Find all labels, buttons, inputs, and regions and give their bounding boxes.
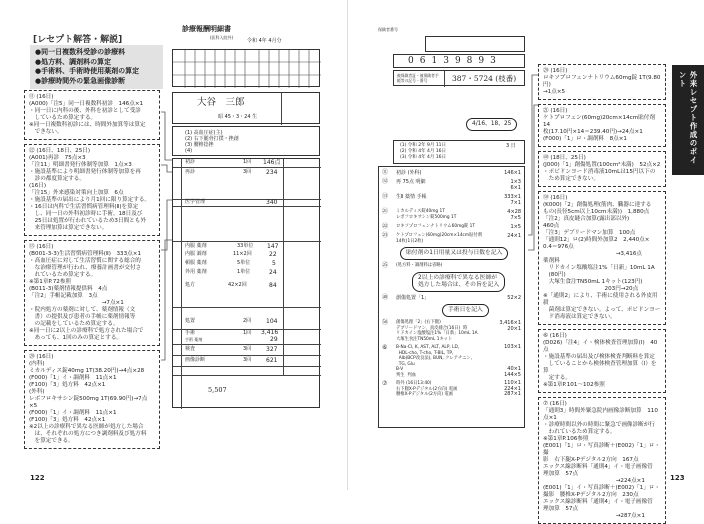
patient-box xyxy=(172,92,320,124)
cert-label: 被保険者証・被保険者手帳等の記号・番号 xyxy=(397,73,439,83)
list-item xyxy=(382,233,521,244)
row-count: 1回 xyxy=(243,330,252,336)
note-21: ㉑ (16日) ケトプロフェン(60mg)20cm×14cm貼付剤 14 枚(17.10円×14＝239.40円)→24点×1 (F000)「1」ロ・調剤料 8点×1 xyxy=(538,104,666,147)
insurer-digit: 0 xyxy=(408,56,414,66)
diagnosis: (2) 右下腿骨打撲・挫創 xyxy=(185,136,239,142)
row-points: 234 xyxy=(266,169,278,176)
start-date-box xyxy=(393,140,525,164)
item-text: 生Ⅱ 薬情 手帳 xyxy=(396,194,427,200)
start-date: (3) 令和 4年 4月 16日 xyxy=(400,155,447,160)
page-number: 123 xyxy=(670,474,685,482)
row-count: 2回 xyxy=(243,318,252,324)
insurer-digit: 1 xyxy=(431,56,438,66)
claim-form-back xyxy=(373,22,528,432)
birth-date: 昭 45・3・24 生 xyxy=(218,114,258,120)
claim-form-front xyxy=(172,22,322,422)
list-item xyxy=(382,345,521,378)
total-points: 5,507 xyxy=(208,386,227,394)
insurer-grid xyxy=(172,49,320,87)
item-no: ㊿ xyxy=(382,319,389,326)
item-no: ⑫ xyxy=(382,178,389,185)
list-item xyxy=(382,194,521,206)
item-no: ⑬ xyxy=(382,193,389,200)
diagnosis: (3) 腰椎捻挫 xyxy=(185,142,214,148)
row-count: 1単位 xyxy=(237,269,251,275)
diagnosis: (4) xyxy=(185,148,193,154)
item-value: 110×1 224×1 287×1 xyxy=(504,380,521,397)
note-12: ⑫ (16日、18日、25日) (A001)再診 75点×3 「注11」明細書発行体制等加算 1点×3 ・施設基準により明細書発行体制等加算を再 診の都度算定する。 (16日) 「注15」外来感染対策向上加算 6点 ・施設基準の届出により月1回に限り算定する。 ・16日は内科で生活習慣病管理料(Ⅱ)を算定 し、同一日の外科初診時に手術。18日及び 25日は処置が行われているため3日間とも外 来管理加算は算定できない。 xyxy=(24,144,160,236)
cert-box xyxy=(393,70,525,86)
items-list xyxy=(378,166,525,428)
form-title: 診療報酬明細書 xyxy=(182,25,231,33)
left-notes xyxy=(24,90,160,449)
item-text: ロキソプロフェンナトリウム60mg錠 1T xyxy=(396,224,476,229)
row-label: 内服 薬剤 xyxy=(185,243,207,249)
list-item xyxy=(382,295,521,301)
row-label: 検査 xyxy=(185,346,196,352)
row-points: 24 xyxy=(269,269,277,276)
row-label: 初診 xyxy=(185,159,196,165)
item-text: ミカルディス錠40mg 1T レボフロキサシン錠500mg 1T xyxy=(396,209,457,220)
item-text: ケトプロフェン(60mg)20cm×14cm貼付剤 14枚(1日2枚) xyxy=(396,233,482,244)
form-subtitle: (医科入院外) xyxy=(210,35,234,40)
row-count: 5単位 xyxy=(237,260,251,266)
note-70: ⑦ (16日) 「通則3」時間外緊急院内画像診断加算 110点×1 ・診療時間以外の時間に緊急で画像診断が行 われているため算定する。 ※第1章P.106参照 (E001)「1」ロ・写真診断＋(E002)「1」ロ・撮 影 右下腿X-Pデジタル2方向 167点 エックス線診断料「通則4」イ・電子画像管 理加算 57点 →224点×1 (E001)「1」イ・写真診断＋(E002)「1」ロ・ 撮影 腰椎X-Pデジタル2方向 230点 エックス線診断料「通則4」イ・電子画像管 理加算 57点 →287点×1 xyxy=(538,397,666,524)
insurer-digit: 3 xyxy=(443,56,449,66)
insurer-digit: 6 xyxy=(419,56,426,66)
key-point: ●診療時間外の緊急画像診断 xyxy=(35,76,126,85)
item-value: 24×1 xyxy=(507,233,521,239)
item-value: 103×1 40×1 144×5 xyxy=(504,344,521,378)
item-text: 創傷処理「2」(右下腿) デブリードマン、真皮縫合(16日) 時 リドカイン塩酸塩注1%「日新」10mL 1A 大塚生食注TN50mL 1キット xyxy=(396,320,478,342)
form-text: 4 xyxy=(258,38,262,44)
item-text: 初診 (外科) xyxy=(396,170,422,176)
form-text: 年 xyxy=(261,38,267,44)
list-item xyxy=(382,209,521,221)
form-text: 4 xyxy=(268,38,272,44)
row-points: 22 xyxy=(269,251,277,258)
row-label: 内服 調剤 xyxy=(185,251,207,257)
row-label: 処置 xyxy=(185,318,196,324)
page-number: 122 xyxy=(30,474,45,482)
item-no: ⑥ xyxy=(382,344,388,351)
insurer-digit: 8 xyxy=(466,56,473,66)
row-count: 3回 xyxy=(243,357,252,363)
row-points: 29 xyxy=(270,336,278,343)
row-count: 3回 xyxy=(243,169,252,175)
note-11: ⑪ (16日) (A000)「注5」同一日複数科初診 146点×1 ・同一日に内科の後、外科を初診として受診 しているため算定する。 ※同一日複数科初診には、時間外加算等は算定 できない。 xyxy=(24,90,160,140)
row-points: 621 xyxy=(266,357,278,364)
item-no: ㉕ xyxy=(382,262,389,269)
row-points: 3,416 xyxy=(261,329,279,336)
note-20: ⑳ (16日) (内科) ミカルディス錠40mg 1T(38.20円)→4点×28 (F000)「1」イ・調剤料 11点×1 (F100)「3」処方料 42点×1 (外科) レボフロキサシン錠500mg 1T(69.90円)→7点×5 (F000)「1」イ・調剤料 11点×1 (F100)「3」処方料 42点×1 ※2以上の診療科で異なる医師が処方した場合 は、それぞれの処方につき調剤料及び処方料 を算定できる。 xyxy=(24,350,160,449)
row-points: 147 xyxy=(267,243,279,250)
item-value: 1×3 6×1 xyxy=(510,179,521,191)
item-text: 再 75点 明細 xyxy=(396,179,426,185)
row-count: 11×2回 xyxy=(233,251,252,257)
key-point: ●手術料、手術時使用薬剤の算定 xyxy=(35,67,140,75)
row-count: 33単位 xyxy=(237,243,254,249)
row-count: 1回 xyxy=(243,159,252,165)
item-value: 1×5 xyxy=(510,224,521,230)
row-label: 手術 薬剤 xyxy=(185,337,203,342)
callout-patch-dosage: 貼付剤の1日用量又は投与日数を記入 xyxy=(400,247,508,260)
list-item xyxy=(382,320,521,342)
row-points: 84 xyxy=(269,282,277,289)
item-value: 52×2 xyxy=(507,295,521,301)
right-notes xyxy=(538,64,666,524)
days-count: 3 日 xyxy=(506,143,516,149)
insurer-number xyxy=(393,54,525,68)
row-points: 327 xyxy=(266,346,278,353)
callout-visit-dates: 4/16、18、25 xyxy=(466,118,517,131)
key-point: ●処方料、調剤料の算定 xyxy=(35,57,112,66)
left-page xyxy=(0,0,348,490)
item-text: (処方料・調剤料は省略) xyxy=(396,263,443,268)
list-item xyxy=(382,263,521,269)
right-page xyxy=(348,0,698,519)
item-no: ㉒ xyxy=(382,223,389,230)
side-tab: 外来レセプト作成のポイント xyxy=(672,65,704,175)
list-item xyxy=(382,179,521,191)
note-20-right: ⑳ (16日) ロキソプロフェンナトリウム60mg錠 1T(9.80円) →1点×5 xyxy=(538,64,666,100)
insurer-digit: 9 xyxy=(454,56,461,66)
item-text: B-Na-Cl, K, AST, ALT, ALP, LD, HDL-cho, T-cho, T-BIL, TP, Alb(BCP改良法), BUN, クレアチニン, TG, Glu B-V 判生 判血 xyxy=(396,345,473,378)
note-13: ⑬ (16日) (B001-3-3)生活習慣病管理料(Ⅱ) 333点×1 ・高血圧症に対して生活習慣に関する総合的 な治療管理が行われ、療養計画書が交付さ れているため算定する。 ※第1章P.72参照 (B011-3)薬剤情報提供料 4点 「注2」手帳記載加算 3点 →7点×1 ・院内処方の薬剤に対して、薬剤情報（文 書）の提供及び患者の手帳に薬剤情報等 の記載をしているため算定する。 ※同一日に2以上の診療科で処方された場合で あっても、1回のみの算定とする。 xyxy=(24,240,160,346)
item-text: 時外 (16日13:40) 右下腿X-Pデジタル(2方向) 電画 腰椎X-Pデジタル(2方向) 電画 xyxy=(396,381,458,397)
list-item xyxy=(382,170,521,176)
section-heading: [レセプト解答・解説] xyxy=(33,35,123,45)
type-grid xyxy=(425,36,525,52)
insurer-digit: 9 xyxy=(478,56,485,66)
row-label: 頓服 薬剤 xyxy=(185,260,207,266)
insurer-label: 保険者番号 xyxy=(378,27,398,32)
diagnosis: (1) 高血圧症(主) xyxy=(185,130,223,136)
start-date: (1) 令和 2年 9月 11日 xyxy=(400,143,447,148)
list-item xyxy=(382,224,521,230)
diagnosis-box xyxy=(172,126,320,156)
row-count: 42×2回 xyxy=(228,282,247,288)
item-no: ㊵ xyxy=(382,294,389,301)
callout-surgery-date: 手術日を記入 xyxy=(442,304,489,317)
note-50: ㊿ (16日) (K000)「2」創傷処理(筋肉、臓器に達する もの(長径5cm以上10cm未満)) 1,880点 「注2」真皮縫合加算(露出部以外) 460点 「注3」デブリードマン加算 100点 「通則12」ロ(2)時間外加算2 2,440点× 0.4＝976点 →3,416点 薬剤料 リドカイン塩酸塩注1%「日新」10mL 1A (80円) 大塚生食注TN50mL 1キット(123円) 203円→20点 ※「通則2」により、手術に使用される外皮用殺 菌剤は算定できない。よって、ポビドンヨー ド消毒液は算定できない。 xyxy=(538,191,666,325)
row-label: 外用 薬剤 xyxy=(185,269,207,275)
row-points: 340 xyxy=(266,199,278,206)
item-no: ㉓ xyxy=(382,232,389,239)
row-label: 画像診断 xyxy=(185,357,206,363)
item-value: 4×28 7×5 xyxy=(507,209,521,221)
callout-multiple-departments: 2以上の診療科で異なる医師が 処方した場合は、その旨を記入 xyxy=(412,272,505,292)
points-table xyxy=(172,158,320,408)
row-points: 5 xyxy=(272,260,276,267)
item-value: 146×1 xyxy=(504,170,521,176)
note-60: ⑥ (16日) (D026)「注4」イ・検体検査管理加算(Ⅰ) 40点 ・施設基準の届出及び検体検査判断料を算定 していることから検体検査管理加算（Ⅰ）を算 定する。 ※第1章P.101～102参照 xyxy=(538,329,666,393)
insurer-digit: 3 xyxy=(490,56,496,66)
list-item xyxy=(382,381,521,398)
item-no: ⑦ xyxy=(382,380,388,387)
row-points: 146点 xyxy=(263,159,281,166)
note-40: ㊵ (18日、25日) (J000)「1」創傷処置(100cm²未満) 52点×2 ・ポビドンヨード消毒液10mLは15円以下の ため算定できない。 xyxy=(538,151,666,187)
row-label: 医学管理 xyxy=(185,199,206,205)
row-label: 再診 xyxy=(185,169,196,175)
row-points: 104 xyxy=(266,318,278,325)
billing-month xyxy=(247,39,282,44)
item-text: 創傷処置「1」 xyxy=(396,295,430,301)
key-points-box xyxy=(30,45,163,89)
key-point: ●同一日複数科受診の診療料 xyxy=(35,48,126,56)
row-label: 手術 xyxy=(185,330,196,336)
form-text: 月分 xyxy=(271,38,282,44)
cert-value: 387・5724 (枝番) xyxy=(452,74,517,83)
patient-name: 大谷 三郎 xyxy=(197,97,245,108)
start-date: (2) 令和 4年 4月 16日 xyxy=(400,149,447,154)
form-text: 令和 xyxy=(247,38,258,44)
row-count: 3回 xyxy=(243,346,252,352)
item-value: 3,416×1 20×1 xyxy=(499,320,521,332)
item-no: ⑪ xyxy=(382,169,389,176)
row-label: 処方 xyxy=(185,282,196,288)
item-no: ㉑ xyxy=(382,208,389,215)
item-value: 333×1 7×1 xyxy=(504,194,521,206)
